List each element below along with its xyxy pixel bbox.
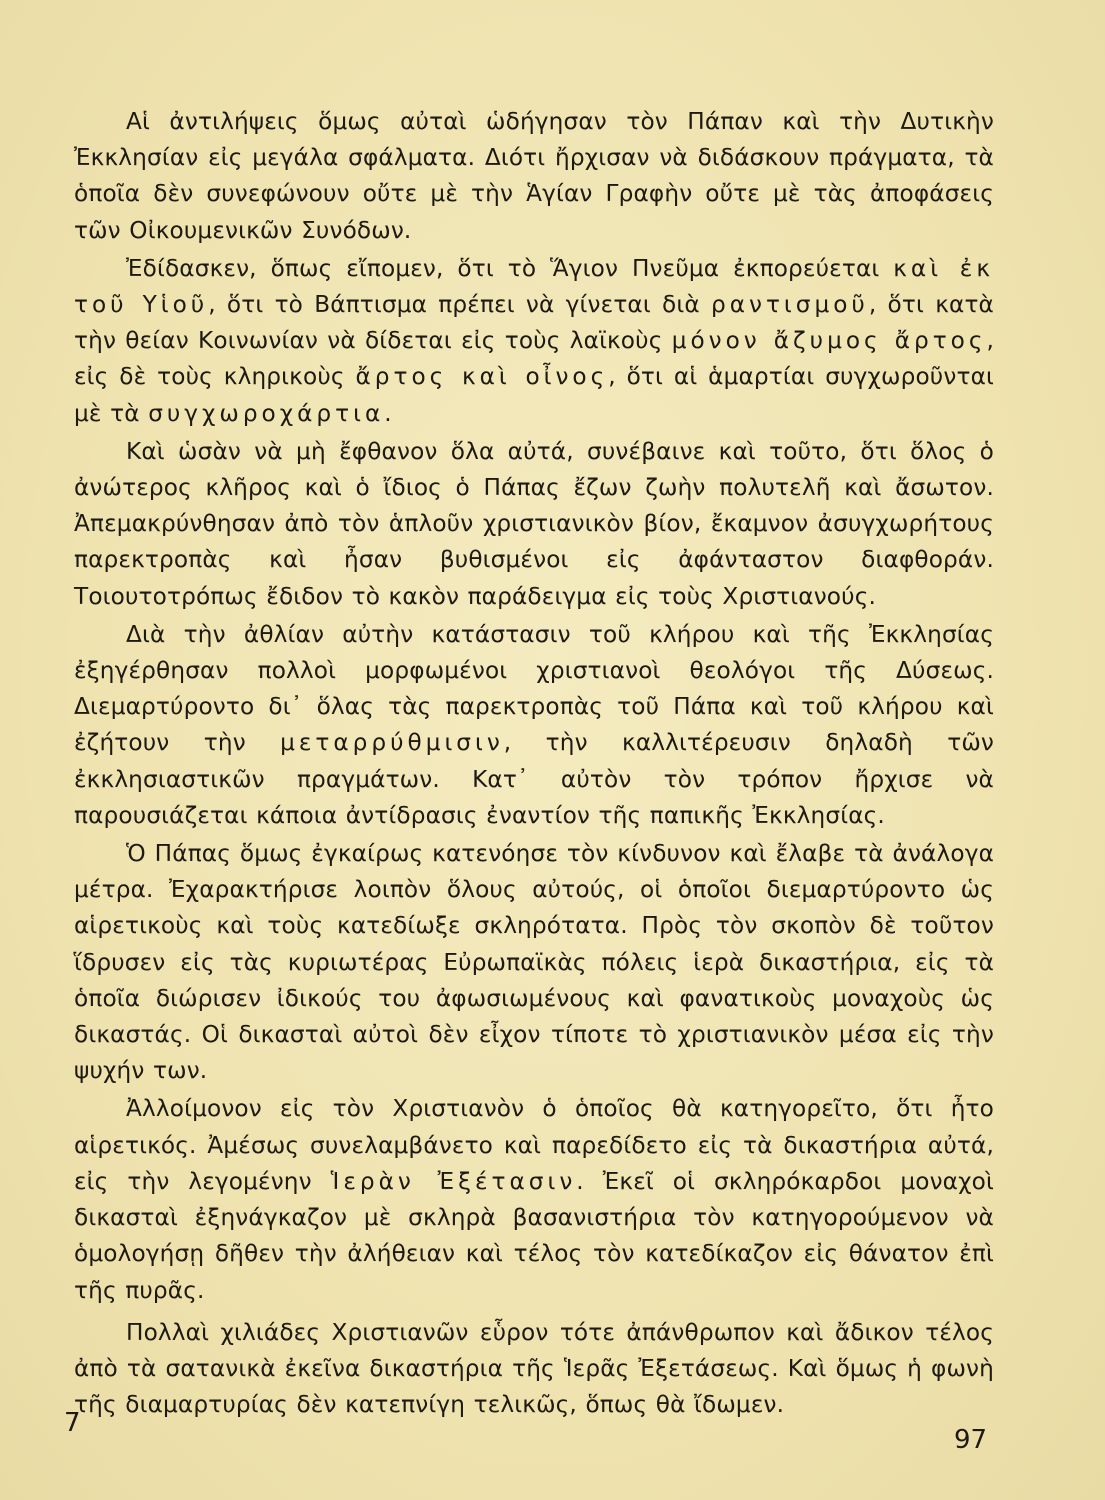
spaced-emphasis: ἄρτος καὶ οἶνος [355,363,609,391]
spaced-emphasis: Ἱερὰν Ἐξέτασιν [330,1167,577,1195]
paragraph [74,104,994,249]
text-segment: , τὴν καλλιτέρευσιν δηλαδὴ τῶν ἐκκλησιαστικῶν πραγμάτων. Κατ᾽ αὐτὸν τὸν τρόπον ἤρχισε νὰ παρουσιάζεται κάποια ἀντίδρασις ἐναντίον τῆς παπικῆς Ἐκκλησίας. [74,729,994,829]
spaced-emphasis: μόνον ἄζυμος ἄρτος [671,327,987,355]
body-text [74,104,994,1425]
signature-mark: 7 [64,1408,81,1438]
paragraph [74,251,994,432]
text-segment: Διὰ τὴν ἀθλίαν αὐτὴν κατάστασιν τοῦ κλήρου καὶ τῆς Ἐκκλησίας ἐξηγέρθησαν πολλοὶ μορφωμένοι χριστιανοὶ θεολόγοι τῆς Δύσεως. Διεμαρτύροντο δι᾽ ὅλας τὰς παρεκτροπὰς τοῦ Πάπα καὶ τοῦ κλήρου καὶ ἐζήτουν τὴν [74,620,994,757]
text-segment: Αἱ ἀντιλήψεις ὅμως αὐταὶ ὡδήγησαν τὸν Πάπαν καὶ τὴν Δυτικὴν Ἐκκλησίαν εἰς μεγάλα σφάλματα. Διότι ἤρχισαν νὰ διδάσκουν πράγματα, τὰ ὁποῖα δὲν συνεφώνουν οὔτε μὲ τὴν Ἁγίαν Γραφὴν οὔτε μὲ τὰς ἀποφάσεις τῶν Οἰκουμενικῶν Συνόδων. [74,108,994,244]
text-segment: Ἀλλοίμονον εἰς τὸν Χριστιανὸν ὁ ὁποῖος θὰ κατηγορεῖτο, ὅτι ἦτο αἱρετικός. Ἀμέσως συνελαμβάνετο καὶ παρεδίδετο εἰς τὰ δικαστήρια αὐτά, εἰς τὴν λεγομένην [74,1095,994,1195]
paragraph [74,434,994,615]
text-segment: , ὅτι κατὰ τὴν θείαν Κοινωνίαν νὰ δίδεται εἰς τοὺς λαϊκοὺς [74,291,994,355]
text-segment: , εἰς δὲ τοὺς κληρικοὺς [74,327,994,391]
text-segment: . Ἐκεῖ οἱ σκληρόκαρδοι μοναχοὶ δικασταὶ ἐξηνάγκαζον μὲ σκληρὰ βασανιστήρια τὸν κατηγορούμενον νὰ ὁμολογήσῃ δῆθεν τὴν ἀλήθειαν καὶ τέλος τὸν κατεδίκαζον εἰς θάνατον ἐπὶ τῆς πυρᾶς. [74,1167,994,1304]
paragraph [74,836,994,1089]
paragraph [74,1091,994,1308]
paragraph [74,617,994,834]
page-number: 97 [954,1425,988,1455]
spaced-emphasis: ραντισμοῦ [711,291,869,319]
text-segment: . [384,399,392,427]
text-segment: Πολλαὶ χιλιάδες Χριστιανῶν εὗρον τότε ἀπάνθρωπον καὶ ἄδικον τέλος ἀπὸ τὰ σατανικὰ ἐκεῖνα δικαστήρια τῆς Ἱερᾶς Ἐξετάσεως. Καὶ ὅμως ἡ φωνὴ τῆς διαμαρτυρίας δὲν κατεπνίγη τελικῶς, ὅπως θὰ ἴδωμεν. [74,1318,994,1419]
text-segment: , ὅτι τὸ Βάπτισμα πρέπει νὰ γίνεται διὰ [208,291,712,319]
text-segment: Ἐδίδασκεν, ὅπως εἴπομεν, ὅτι τὸ Ἅγιον Πνεῦμα ἐκπορεύεται [126,254,894,282]
spaced-emphasis: καὶ ἐκ τοῦ Υἱοῦ [74,254,994,319]
spaced-emphasis: συγχωροχάρτια [148,399,385,427]
spaced-emphasis: μεταρρύθμισιν [280,729,504,757]
text-segment: Καὶ ὡσὰν νὰ μὴ ἔφθανον ὅλα αὐτά, συνέβαινε καὶ τοῦτο, ὅτι ὅλος ὁ ἀνώτερος κλῆρος καὶ ὁ ἴδιος ὁ Πάπας ἔζων ζωὴν πολυτελῆ καὶ ἄσωτον. Ἀπεμακρύνθησαν ἀπὸ τὸν ἁπλοῦν χριστιανικὸν βίον, ἔκαμνον ἀσυγχωρήτους παρεκτροπὰς καὶ ἦσαν βυθισμένοι εἰς ἀφάνταστον διαφθοράν. Τοιουτοτρόπως ἔδιδον τὸ κακὸν παράδειγμα εἰς τοὺς Χριστιανούς. [74,437,994,610]
text-segment: , ὅτι αἱ ἁμαρτίαι συγχωροῦνται μὲ τὰ [74,363,994,427]
paragraph [74,1315,994,1424]
text-segment: Ὁ Πάπας ὅμως ἐγκαίρως κατενόησε τὸν κίνδυνον καὶ ἔλαβε τὰ ἀνάλογα μέτρα. Ἐχαρακτήρισε λοιπὸν ὅλους αὐτούς, οἱ ὁποῖοι διεμαρτύροντο ὡς αἱρετικοὺς καὶ τοὺς κατεδίωξε σκληρότατα. Πρὸς τὸν σκοπὸν δὲ τοῦτον ἵδρυσεν εἰς τὰς κυριωτέρας Εὐρωπαϊκὰς πόλεις ἱερὰ δικαστήρια, εἰς τὰ ὁποῖα διώρισεν ἰδικούς του ἀφωσιωμένους καὶ φανατικοὺς μοναχοὺς ὡς δικαστάς. Οἱ δικασταὶ αὐτοὶ δὲν εἶχον τίποτε τὸ χριστιανικὸν μέσα εἰς τὴν ψυχήν των. [74,840,994,1085]
